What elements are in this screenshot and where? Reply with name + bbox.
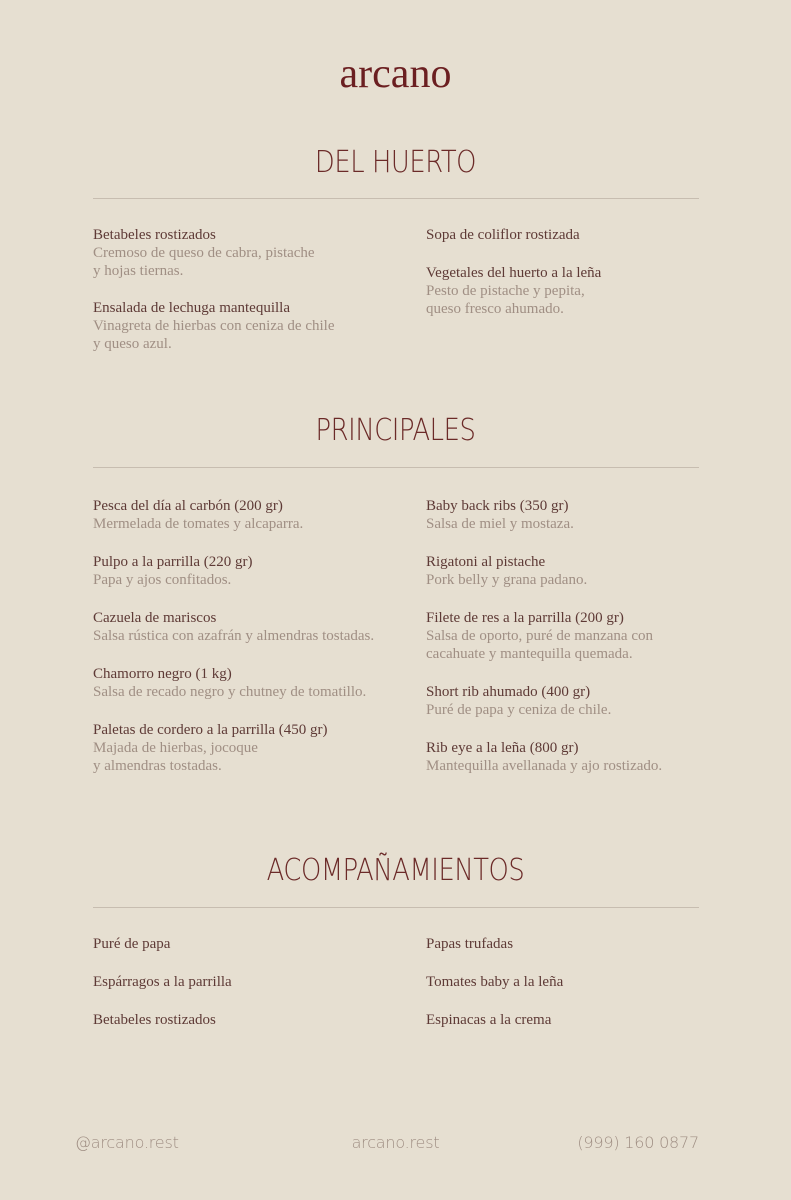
item-name: Chamorro negro (1 kg)	[93, 666, 232, 682]
principales-right-column	[426, 497, 736, 775]
menu-item	[93, 1011, 403, 1029]
menu-item	[93, 665, 403, 701]
item-name: Filete de res a la parrilla (200 gr)	[426, 610, 624, 626]
menu-item	[426, 739, 736, 775]
item-name: Vegetales del huerto a la leña	[426, 265, 602, 281]
menu-item	[93, 553, 403, 589]
section-divider	[93, 467, 699, 468]
item-name: Tomates baby a la leña	[426, 974, 564, 990]
section-title-principales: PRINCIPALES	[315, 413, 476, 448]
item-name: Papas trufadas	[426, 936, 514, 952]
item-description: Salsa de miel y mostaza.	[426, 516, 574, 532]
item-name: Short rib ahumado (400 gr)	[426, 684, 591, 700]
menu-item	[93, 609, 403, 645]
item-description: Cremoso de queso de cabra, pistache y hojas tiernas.	[93, 245, 315, 279]
website-link[interactable]: arcano.rest	[351, 1133, 440, 1152]
item-description: Vinagreta de hierbas con ceniza de chile y queso azul.	[93, 318, 335, 352]
menu-item	[426, 553, 736, 589]
item-description: Papa y ajos confitados.	[93, 572, 232, 588]
item-description: Salsa rústica con azafrán y almendras tostadas.	[93, 628, 375, 644]
item-name: Espárragos a la parrilla	[93, 974, 232, 990]
menu-item	[93, 226, 403, 280]
item-description: Puré de papa y ceniza de chile.	[426, 702, 612, 718]
item-name: Betabeles rostizados	[93, 1012, 216, 1028]
menu-item	[93, 935, 403, 953]
item-name: Rib eye a la leña (800 gr)	[426, 740, 579, 756]
principales-left-column	[93, 497, 403, 775]
menu-item	[93, 973, 403, 991]
menu-item	[426, 226, 736, 244]
huerto-left-column	[93, 226, 403, 353]
huerto-right-column	[426, 226, 736, 318]
item-name: Puré de papa	[93, 936, 171, 952]
item-description: Mermelada de tomates y alcaparra.	[93, 516, 304, 532]
item-description: Pesto de pistache y pepita, queso fresco ahumado.	[426, 283, 585, 317]
menu-item	[93, 497, 403, 533]
phone-number[interactable]: (999) 160 0877	[577, 1133, 699, 1152]
section-title-acompanamientos: ACOMPAÑAMIENTOS	[266, 853, 525, 888]
menu-item	[426, 973, 736, 991]
menu-item	[93, 299, 403, 353]
section-divider	[93, 907, 699, 908]
item-name: Pulpo a la parrilla (220 gr)	[93, 554, 253, 570]
item-name: Cazuela de mariscos	[93, 610, 217, 626]
item-name: Paletas de cordero a la parrilla (450 gr)	[93, 722, 328, 738]
menu-item	[426, 935, 736, 953]
item-description: Salsa de recado negro y chutney de tomatillo.	[93, 684, 367, 700]
item-name: Pesca del día al carbón (200 gr)	[93, 498, 283, 514]
item-name: Betabeles rostizados	[93, 227, 216, 243]
menu-item	[426, 1011, 736, 1029]
item-name: Ensalada de lechuga mantequilla	[93, 300, 290, 316]
item-name: Rigatoni al pistache	[426, 554, 546, 570]
menu-item	[93, 721, 403, 775]
item-name: Sopa de coliflor rostizada	[426, 227, 580, 243]
menu-item	[426, 609, 736, 663]
item-name: Baby back ribs (350 gr)	[426, 498, 569, 514]
section-divider	[93, 198, 699, 199]
item-description: Mantequilla avellanada y ajo rostizado.	[426, 758, 663, 774]
brand-logo: arcano	[339, 51, 452, 97]
menu-item	[426, 497, 736, 533]
menu-item	[426, 683, 736, 719]
section-title-huerto: DEL HUERTO	[314, 145, 477, 180]
acompanamientos-left-column	[93, 935, 403, 1029]
menu-item	[426, 264, 736, 318]
instagram-handle[interactable]: @arcano.rest	[75, 1133, 179, 1152]
item-description: Pork belly y grana padano.	[426, 572, 588, 588]
item-name: Espinacas a la crema	[426, 1012, 552, 1028]
item-description: Salsa de oporto, puré de manzana con cacahuate y mantequilla quemada.	[426, 628, 653, 662]
item-description: Majada de hierbas, jocoque y almendras tostadas.	[93, 740, 258, 774]
acompanamientos-right-column	[426, 935, 736, 1029]
